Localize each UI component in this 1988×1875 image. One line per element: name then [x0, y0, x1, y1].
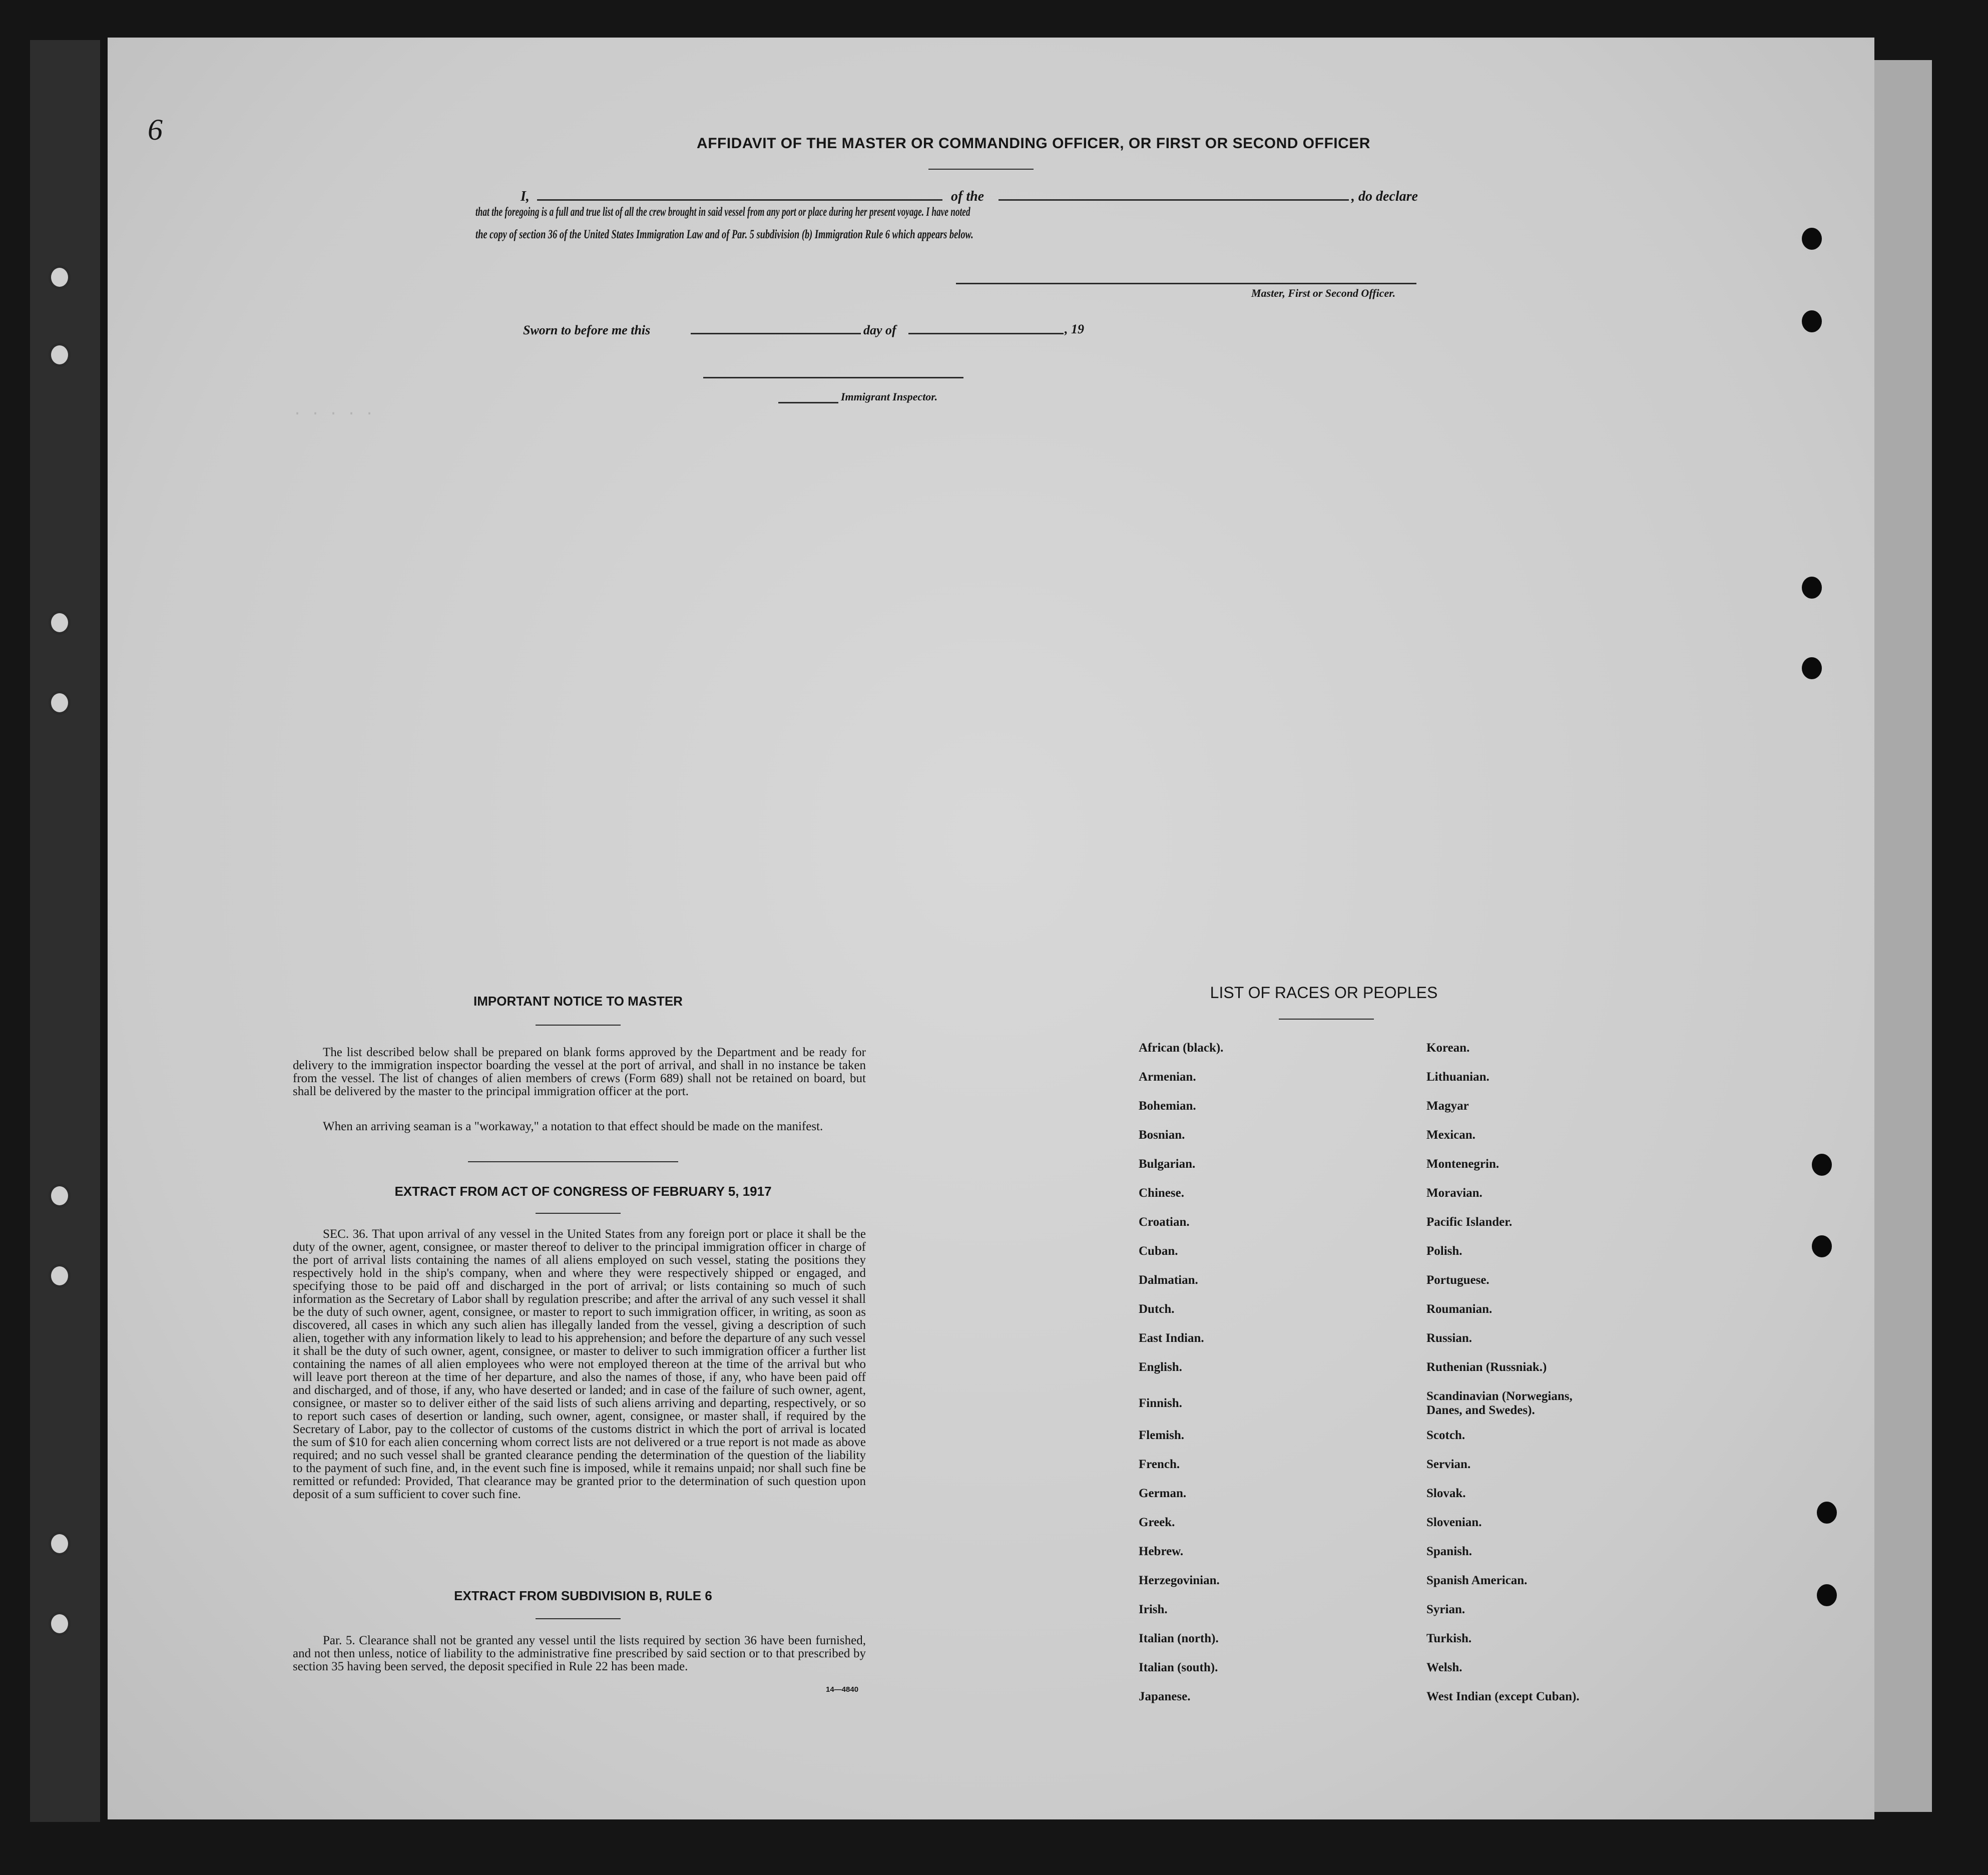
binder-hole — [49, 611, 71, 635]
binder-hole — [1802, 310, 1822, 332]
race-item: Irish. — [1139, 1603, 1168, 1616]
binder-hole — [49, 691, 71, 715]
notice-title-rule — [536, 1025, 621, 1026]
binder-hole — [1802, 577, 1822, 599]
inspector-label: Immigrant Inspector. — [841, 390, 938, 403]
binder-hole — [1802, 657, 1822, 679]
race-item: Italian (south). — [1139, 1661, 1218, 1674]
race-item: Flemish. — [1139, 1429, 1184, 1442]
act-extract-title: EXTRACT FROM ACT OF CONGRESS OF FEBRUARY 5, 1917 — [394, 1184, 772, 1199]
race-item: Finnish. — [1139, 1396, 1182, 1410]
scan-left-edge — [30, 40, 100, 1822]
affidavit-body-line-1: that the foregoing is a full and true list of all the crew brought in said vessel from any port or place during her present voyage. I have noted — [475, 205, 970, 219]
rule-extract-title: EXTRACT FROM SUBDIVISION B, RULE 6 — [454, 1588, 712, 1603]
affidavit-body-line-2: the copy of section 36 of the United States Immigration Law and of Par. 5 subdivision (b) Immigration Rule 6 which appears below. — [475, 228, 973, 241]
affidavit-title-rule — [928, 169, 1034, 170]
race-item: Welsh. — [1426, 1661, 1462, 1674]
race-item: Bulgarian. — [1139, 1157, 1196, 1171]
form-number: 14—4840 — [826, 1685, 859, 1694]
race-item: Italian (north). — [1139, 1632, 1219, 1645]
race-item: Bosnian. — [1139, 1128, 1185, 1142]
act-title-rule — [536, 1213, 621, 1214]
race-item: Japanese. — [1139, 1690, 1191, 1703]
binder-hole — [1817, 1584, 1837, 1606]
binder-hole — [1817, 1502, 1837, 1524]
inspector-signature-line[interactable] — [703, 377, 963, 378]
affidavit-name-line[interactable] — [537, 199, 942, 201]
binder-hole — [49, 265, 71, 289]
binder-hole — [49, 343, 71, 367]
binder-hole — [1802, 228, 1822, 250]
sworn-day-line[interactable] — [691, 333, 861, 334]
race-item: Spanish American. — [1426, 1574, 1528, 1587]
race-item: Lithuanian. — [1426, 1070, 1489, 1084]
race-item: Spanish. — [1426, 1545, 1472, 1558]
race-item: Cuban. — [1139, 1244, 1178, 1258]
race-item: Montenegrin. — [1426, 1157, 1500, 1171]
race-item: Slovenian. — [1426, 1516, 1482, 1529]
binder-hole — [49, 1532, 71, 1556]
race-item: Korean. — [1426, 1041, 1470, 1055]
rule-extract-text: Par. 5. Clearance shall not be granted any vessel until the lists required by section 36 have been furnished, and not then unless, notice of liability to the administrative fine prescribed by said section or to that prescribed by section 35 having been served, the deposit specified in Rule 22 has been made. — [293, 1634, 866, 1673]
race-item: Moravian. — [1426, 1186, 1482, 1200]
day-of-label: day of — [863, 323, 896, 337]
race-item: Dutch. — [1139, 1302, 1175, 1316]
race-item: Roumanian. — [1426, 1302, 1493, 1316]
act-extract-text: SEC. 36. That upon arrival of any vessel in the United States from any foreign port or place it shall be the duty of the owner, agent, consignee, or master thereof to deliver to the principal immigration officer in charge of the port of arrival lists containing the names of all aliens employed on such vessel, stating the positions they respectively hold in the ship's company, when and where they were respectively shipped or engaged, and specifying those to be paid off and discharged in the port of arrival; or lists containing so much of such information as the Secretary of Labor shall by regulation prescribe; and after the arrival of any such vessel it shall be the duty of such owner, agent, consignee, or master to report to such immigration officer, in writing, as soon as discovered, all cases in which any such alien has illegally landed from the vessel, giving a description of such alien, together with any information likely to lead to his apprehension; and before the departure of any such vessel it shall be the duty of such owner, agent, consignee, or master to deliver to such immigration officer a further list containing the names of all alien employees who were not employed thereon at the time of the arrival but who will leave port thereon at the time of her departure, and also the names of those, if any, who have been paid off and discharged, and of those, if any, who have deserted or landed; and in case of the failure of such owner, agent, consignee, or master so to deliver either of the said lists of such aliens arriving and departing, respectively, or so to report such cases of desertion or landing, such owner, agent, consignee, or master shall, if required by the Secretary of Labor, pay to the collector of customs of the customs district in which the port of arrival is located the sum of $10 for each alien concerning whom correct lists are not delivered or a true report is not made as above required; and no such vessel shall be granted clearance pending the determination of the question of the liability to the payment of such fine, and, in the event such fine is imposed, while it remains unpaid; nor shall such fine be remitted or refunded: Provided, That clearance may be granted prior to the determination of such question upon deposit of a sum sufficient to cover such fine. — [293, 1227, 866, 1501]
race-item: German. — [1139, 1487, 1187, 1500]
races-title-rule — [1279, 1019, 1374, 1020]
binder-hole — [1812, 1235, 1832, 1257]
race-item: Armenian. — [1139, 1070, 1196, 1084]
race-item: English. — [1139, 1360, 1182, 1374]
race-item: Scotch. — [1426, 1429, 1465, 1442]
race-item: East Indian. — [1139, 1331, 1204, 1345]
affidavit-of-the-label: of the — [951, 189, 984, 204]
notice-title: IMPORTANT NOTICE TO MASTER — [473, 994, 683, 1009]
affidavit-vessel-line[interactable] — [999, 199, 1349, 201]
affidavit-declare-label: , do declare — [1351, 189, 1418, 204]
year-label: , 19 — [1065, 322, 1084, 336]
affidavit-i-label: I, — [521, 189, 530, 204]
affidavit-title: AFFIDAVIT OF THE MASTER OR COMMANDING OFFICER, OR FIRST OR SECOND OFFICER — [697, 135, 1370, 152]
race-item: Bohemian. — [1139, 1099, 1196, 1113]
races-title: LIST OF RACES OR PEOPLES — [1210, 984, 1438, 1002]
rule-title-rule — [536, 1618, 621, 1619]
race-item: French. — [1139, 1458, 1180, 1471]
race-item: Pacific Islander. — [1426, 1215, 1513, 1229]
race-item: Syrian. — [1426, 1603, 1465, 1616]
race-item: Chinese. — [1139, 1186, 1184, 1200]
master-signature-label: Master, First or Second Officer. — [1251, 287, 1396, 299]
bleed-through: · · · · · — [293, 405, 374, 422]
sworn-month-line[interactable] — [908, 333, 1064, 334]
race-item: Turkish. — [1426, 1632, 1472, 1645]
page-mark: 6 — [148, 113, 163, 146]
race-item: Slovak. — [1426, 1487, 1466, 1500]
race-item: Dalmatian. — [1139, 1273, 1198, 1287]
master-signature-line[interactable] — [956, 283, 1416, 284]
race-item: Hebrew. — [1139, 1545, 1184, 1558]
binder-hole — [49, 1612, 71, 1636]
race-item: Croatian. — [1139, 1215, 1190, 1229]
race-item: Servian. — [1426, 1458, 1471, 1471]
notice-paragraph-1: The list described below shall be prepared on blank forms approved by the Department and be ready for delivery to the immigration inspector boarding the vessel at the port of arrival, and shall in no instance be taken from the vessel. The list of changes of alien members of crews (Form 689) shall not be retained on board, but shall be delivered by the master to the principal immigration officer at the port. — [293, 1046, 866, 1098]
notice-paragraph-2: When an arriving seaman is a "workaway," a notation to that effect should be made on the manifest. — [323, 1120, 823, 1133]
binder-hole — [1812, 1154, 1832, 1176]
notice-separator — [468, 1161, 678, 1162]
race-item: Polish. — [1426, 1244, 1462, 1258]
binder-hole — [49, 1264, 71, 1288]
race-item: Portuguese. — [1426, 1273, 1489, 1287]
race-item: Scandinavian (Norwegians, Danes, and Swedes). — [1426, 1389, 1573, 1417]
race-item: Herzegovinian. — [1139, 1574, 1220, 1587]
race-item: Magyar — [1426, 1099, 1469, 1113]
document-page — [108, 38, 1874, 1819]
binder-hole — [49, 1184, 71, 1208]
race-item: Russian. — [1426, 1331, 1472, 1345]
race-item: Ruthenian (Russniak.) — [1426, 1360, 1547, 1374]
race-item: West Indian (except Cuban). — [1426, 1690, 1580, 1703]
race-item: Mexican. — [1426, 1128, 1475, 1142]
inspector-prefix-line — [778, 402, 838, 403]
race-item: Greek. — [1139, 1516, 1175, 1529]
sworn-label: Sworn to before me this — [523, 323, 651, 337]
race-item: African (black). — [1139, 1041, 1224, 1055]
